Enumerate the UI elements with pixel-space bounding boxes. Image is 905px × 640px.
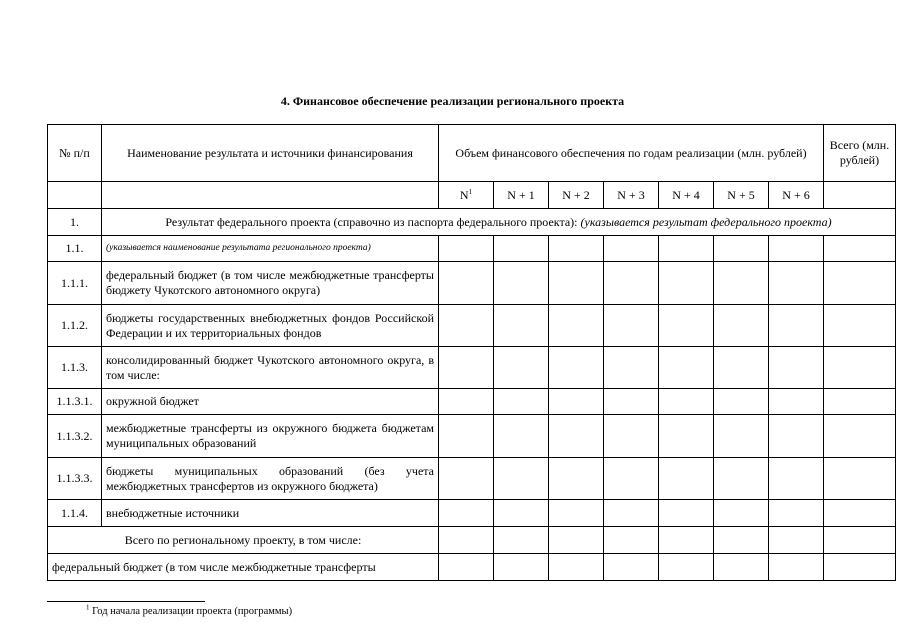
last-row-label: федеральный бюджет (в том числе межбюджетные трансферты bbox=[48, 554, 439, 581]
row-name: внебюджетные источники bbox=[102, 500, 439, 527]
table-row bbox=[48, 262, 896, 305]
table-row bbox=[48, 554, 896, 581]
year-cell: N + 1 bbox=[494, 182, 549, 209]
row-num: 1.1.4. bbox=[48, 500, 102, 527]
row-name: бюджеты государственных внебюджетных фондов Российской Федерации и их территориальных фондов bbox=[102, 305, 439, 347]
year-cell: N + 2 bbox=[549, 182, 604, 209]
financing-table bbox=[47, 124, 896, 581]
row-num: 1. bbox=[48, 209, 102, 236]
header-total: Всего (млн. рублей) bbox=[824, 125, 896, 182]
table-row bbox=[48, 415, 896, 458]
table-row bbox=[48, 347, 896, 389]
row-name: (указывается наименование результата регионального проекта) bbox=[102, 236, 439, 262]
years-row bbox=[48, 182, 896, 209]
header-row bbox=[48, 125, 896, 182]
result-text: Результат федерального проекта (справочно из паспорта федерального проекта): (указывается результат федерального проекта) bbox=[102, 209, 896, 236]
section-title: 4. Финансовое обеспечение реализации регионального проекта bbox=[280, 94, 625, 108]
footnote-divider bbox=[47, 601, 205, 602]
row-num: 1.1.1. bbox=[48, 262, 102, 305]
header-name: Наименование результата и источники финансирования bbox=[102, 125, 439, 182]
row-num: 1.1.2. bbox=[48, 305, 102, 347]
row-num: 1.1.3.2. bbox=[48, 415, 102, 458]
row-name: федеральный бюджет (в том числе межбюджетные трансферты бюджету Чукотского автономного округа) bbox=[102, 262, 439, 305]
row-num: 1.1. bbox=[48, 236, 102, 262]
year-cell: N + 6 bbox=[769, 182, 824, 209]
footnote: $^1$ Год начала реализации проекта (программы) bbox=[86, 603, 293, 617]
total-row bbox=[48, 527, 896, 554]
header-num: № п/п bbox=[48, 125, 102, 182]
row-name: бюджеты муниципальных образований (без учета межбюджетных трансфертов из окружного бюджета) bbox=[102, 458, 439, 500]
row-name: окружной бюджет bbox=[102, 389, 439, 415]
row-name: межбюджетные трансферты из окружного бюджета бюджетам муниципальных образований bbox=[102, 415, 439, 458]
table-row bbox=[48, 305, 896, 347]
year-cell: $N^1$ bbox=[439, 182, 494, 209]
year-cell: N + 3 bbox=[604, 182, 659, 209]
row-num: 1.1.3.3. bbox=[48, 458, 102, 500]
table-row bbox=[48, 458, 896, 500]
row-num: 1.1.3.1. bbox=[48, 389, 102, 415]
result-row bbox=[48, 209, 896, 236]
header-volume: Объем финансового обеспечения по годам реализации (млн. рублей) bbox=[439, 125, 824, 182]
total-label: Всего по региональному проекту, в том числе: bbox=[48, 527, 439, 554]
table-row bbox=[48, 500, 896, 527]
year-cell: N + 5 bbox=[714, 182, 769, 209]
table-row bbox=[48, 389, 896, 415]
year-cell: N + 4 bbox=[659, 182, 714, 209]
table-row bbox=[48, 236, 896, 262]
row-num: 1.1.3. bbox=[48, 347, 102, 389]
row-name: консолидированный бюджет Чукотского автономного округа, в том числе: bbox=[102, 347, 439, 389]
